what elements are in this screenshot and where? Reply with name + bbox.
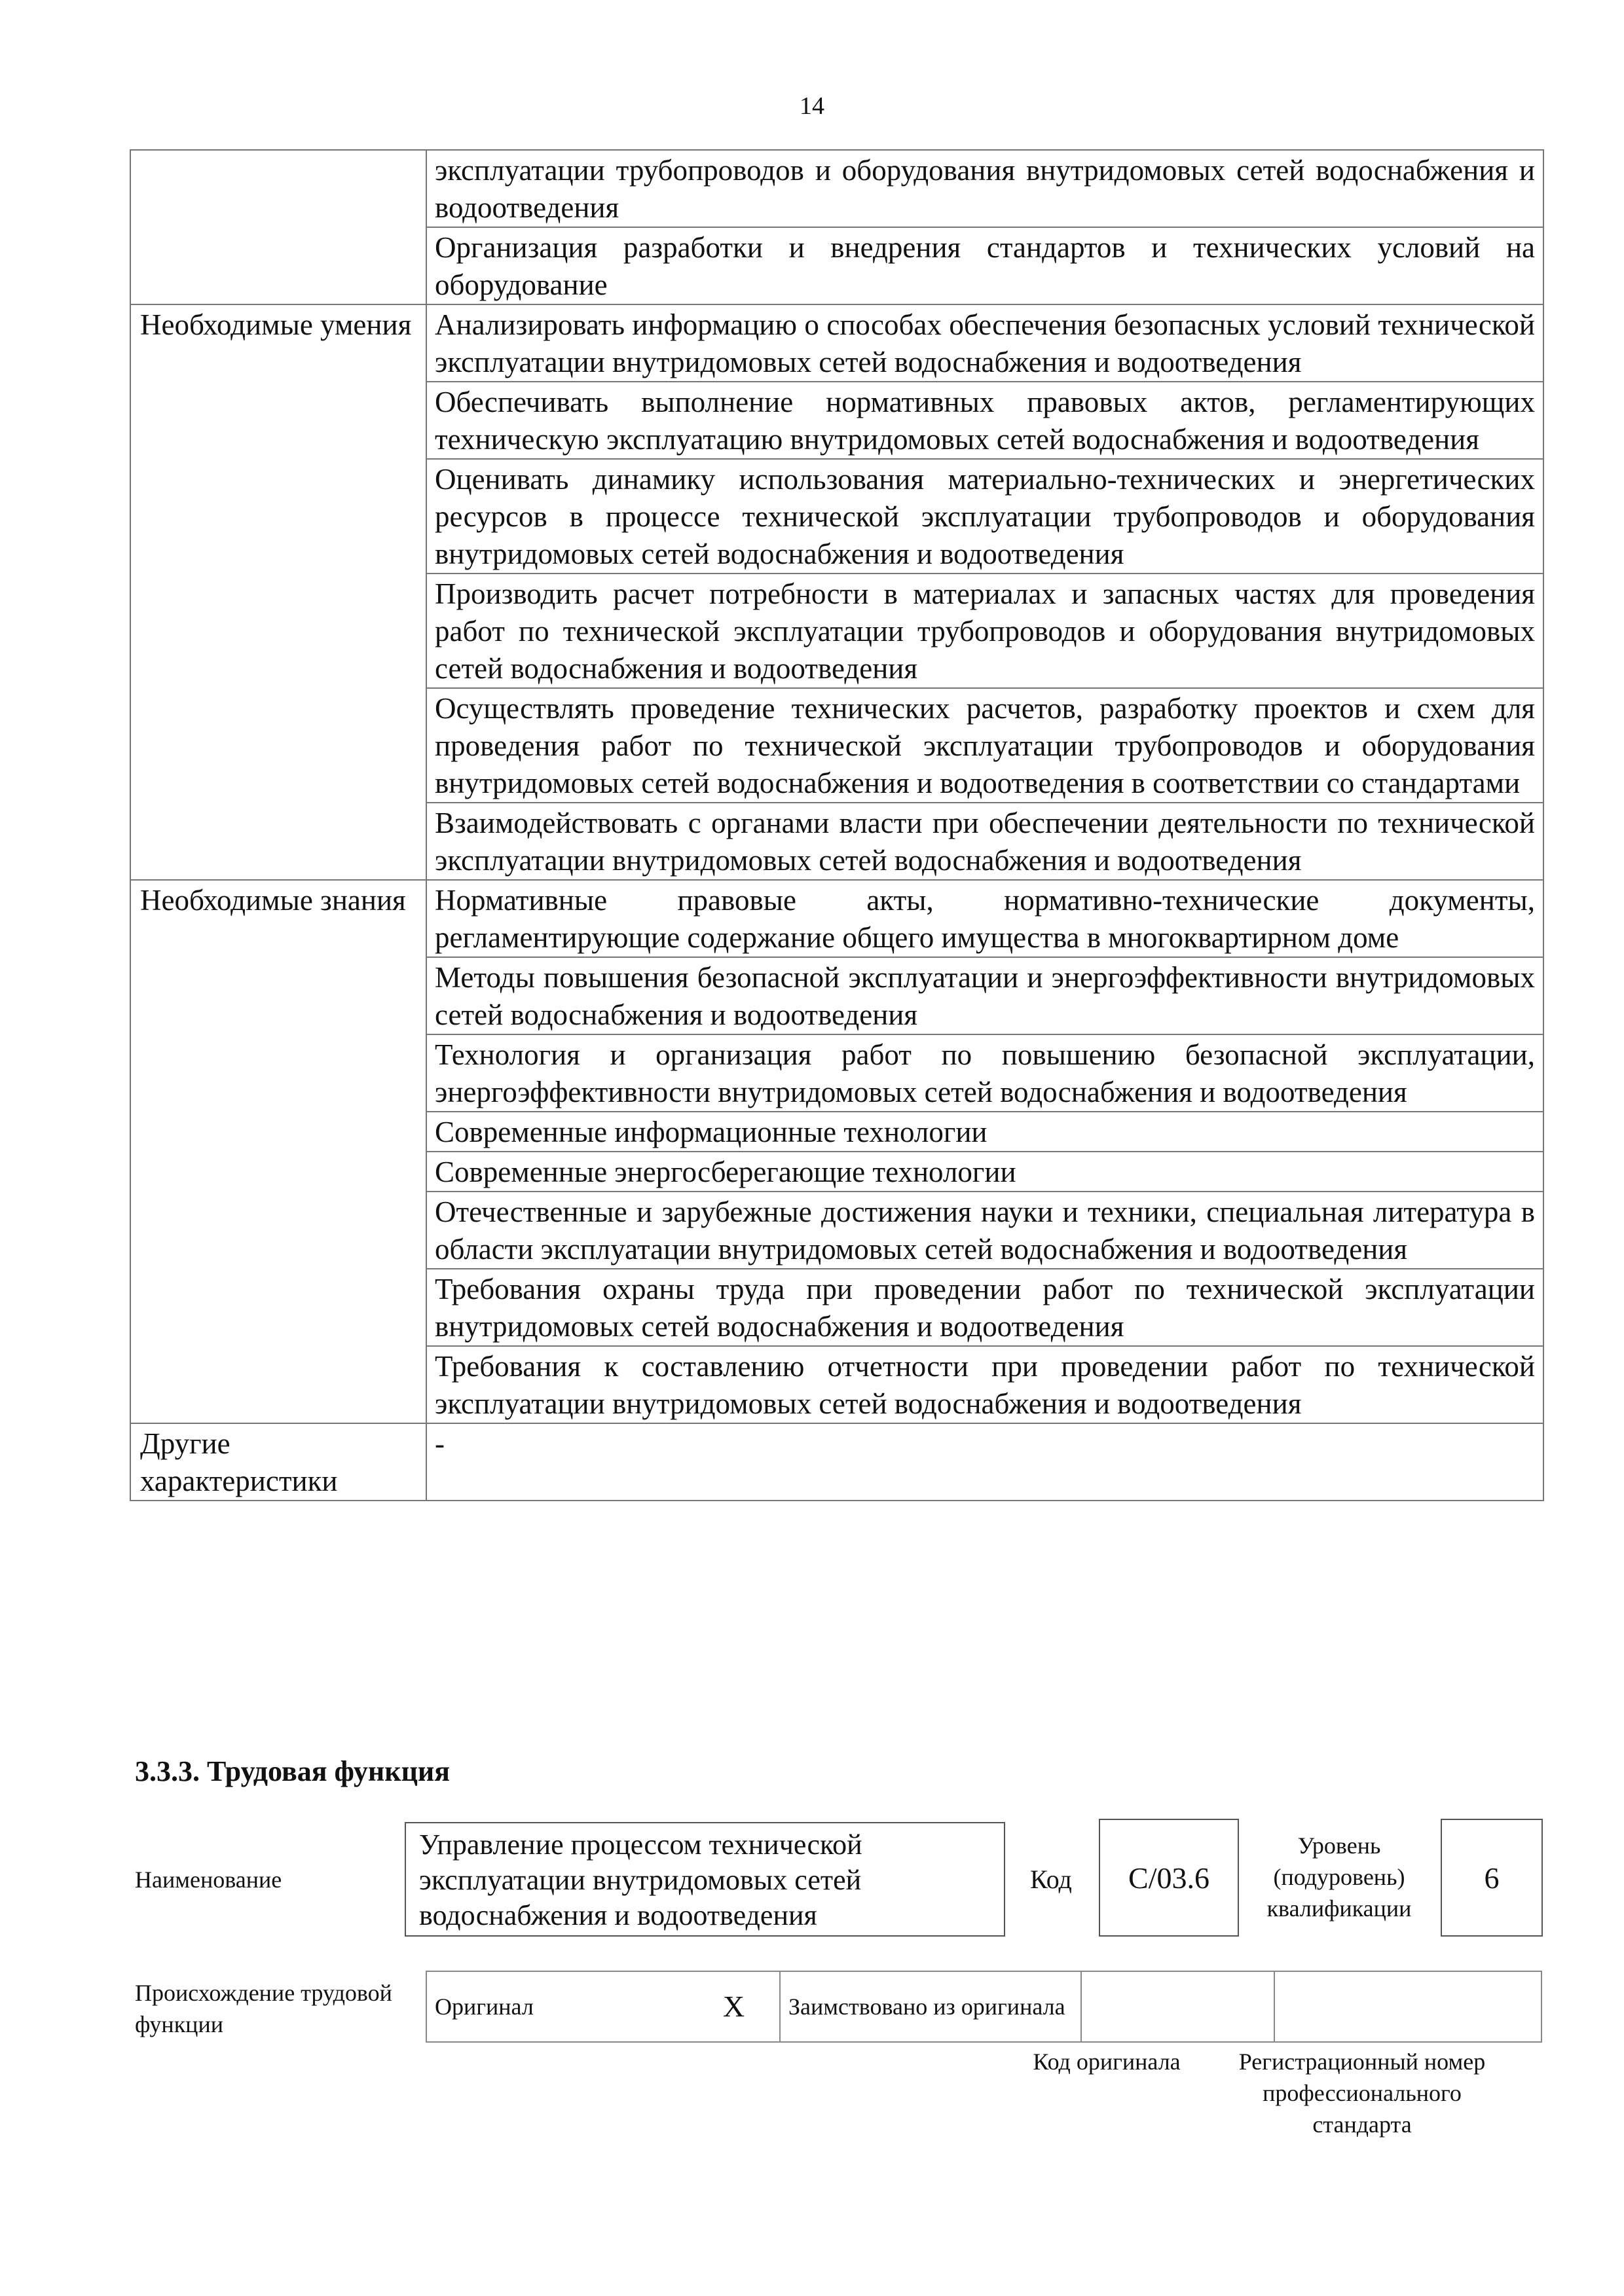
page-number: 14 [800, 92, 824, 120]
original-label: Оригинал [426, 1971, 688, 2042]
row-text: Взаимодействовать с органами власти при обеспечении деятельности по технической эксплуатации внутридомовых сетей водоснабжения и водоотведения [426, 803, 1543, 880]
row-text: Обеспечивать выполнение нормативных правовых актов, регламентирующих техническую эксплуатацию внутридомовых сетей водоснабжения и водоотведения [426, 382, 1543, 459]
table-row [130, 1423, 1543, 1501]
row-text: Оценивать динамику использования материально-технических и энергетических ресурсов в процессе технической эксплуатации трубопроводов и оборудования внутридомовых сетей водоснабжения и водоотведения [426, 459, 1543, 574]
original-code-cell [1081, 1971, 1274, 2042]
row-text: Технология и организация работ по повышению безопасной эксплуатации, энергоэффективности внутридомовых сетей водоснабжения и водоотведения [426, 1034, 1543, 1112]
registration-number-cell [1274, 1971, 1541, 2042]
level-value-box: 6 [1441, 1819, 1543, 1937]
row-text: Методы повышения безопасной эксплуатации и энергоэффективности внутридомовых сетей водоснабжения и водоотведения [426, 957, 1543, 1034]
original-mark: Х [688, 1971, 780, 2042]
level-label: Уровень (подуровень) квалификации [1266, 1832, 1412, 1922]
table-row [130, 304, 1543, 382]
row-text: Организация разработки и внедрения стандартов и технических условий на оборудование [426, 227, 1543, 304]
row-text: Современные энергосберегающие технологии [426, 1152, 1543, 1192]
row-text: Современные информационные технологии [426, 1112, 1543, 1152]
code-caption: Код оригинала [1033, 2049, 1181, 2075]
row-text: Требования охраны труда при проведении работ по технической эксплуатации внутридомовых сетей водоснабжения и водоотведения [426, 1269, 1543, 1346]
row-text: Анализировать информацию о способах обеспечения безопасных условий технической эксплуатации внутридомовых сетей водоснабжения и водоотведения [426, 304, 1543, 382]
row-label-skills: Необходимые умения [130, 304, 426, 880]
function-name-box: Управление процессом технической эксплуатации внутридомовых сетей водоснабжения и водоотведения [405, 1822, 1005, 1937]
borrowed-label: Заимствовано из оригинала [780, 1971, 1081, 2042]
row-text: Производить расчет потребности в материалах и запасных частях для проведения работ по технической эксплуатации трубопроводов и оборудования внутридомовых сетей водоснабжения и водоотведения [426, 574, 1543, 688]
origin-label: Происхождение трудовой функции [135, 1980, 392, 2037]
row-text: эксплуатации трубопроводов и оборудования внутридомовых сетей водоснабжения и водоотведения [426, 150, 1543, 227]
code-label: Код [1030, 1865, 1072, 1894]
row-label-knowledge: Необходимые знания [130, 880, 426, 1423]
row-text: Нормативные правовые акты, нормативно-технические документы, регламентирующие содержание общего имущества в многоквартирном доме [426, 880, 1543, 957]
row-text: Отечественные и зарубежные достижения науки и техники, специальная литература в области эксплуатации внутридомовых сетей водоснабжения и водоотведения [426, 1192, 1543, 1269]
name-label: Наименование [135, 1867, 282, 1893]
row-text: Осуществлять проведение технических расчетов, разработку проектов и схем для проведения работ по технической эксплуатации трубопроводов и оборудования внутридомовых сетей водоснабжения и водоотведения в соответствии со стандартами [426, 688, 1543, 803]
table-row [130, 150, 1543, 227]
origin-table [426, 1971, 1542, 2043]
row-label-other: Другие характеристики [130, 1423, 426, 1501]
table-row [130, 880, 1543, 957]
section-heading: 3.3.3. Трудовая функция [135, 1755, 451, 1787]
reg-caption: Регистрационный номер профессионального стандарта [1238, 2049, 1486, 2138]
row-label [130, 150, 426, 304]
row-text: Требования к составлению отчетности при проведении работ по технической эксплуатации внутридомовых сетей водоснабжения и водоотведения [426, 1346, 1543, 1423]
row-text: - [426, 1423, 1543, 1501]
competency-table [130, 149, 1544, 1501]
code-value-box: С/03.6 [1099, 1819, 1239, 1937]
